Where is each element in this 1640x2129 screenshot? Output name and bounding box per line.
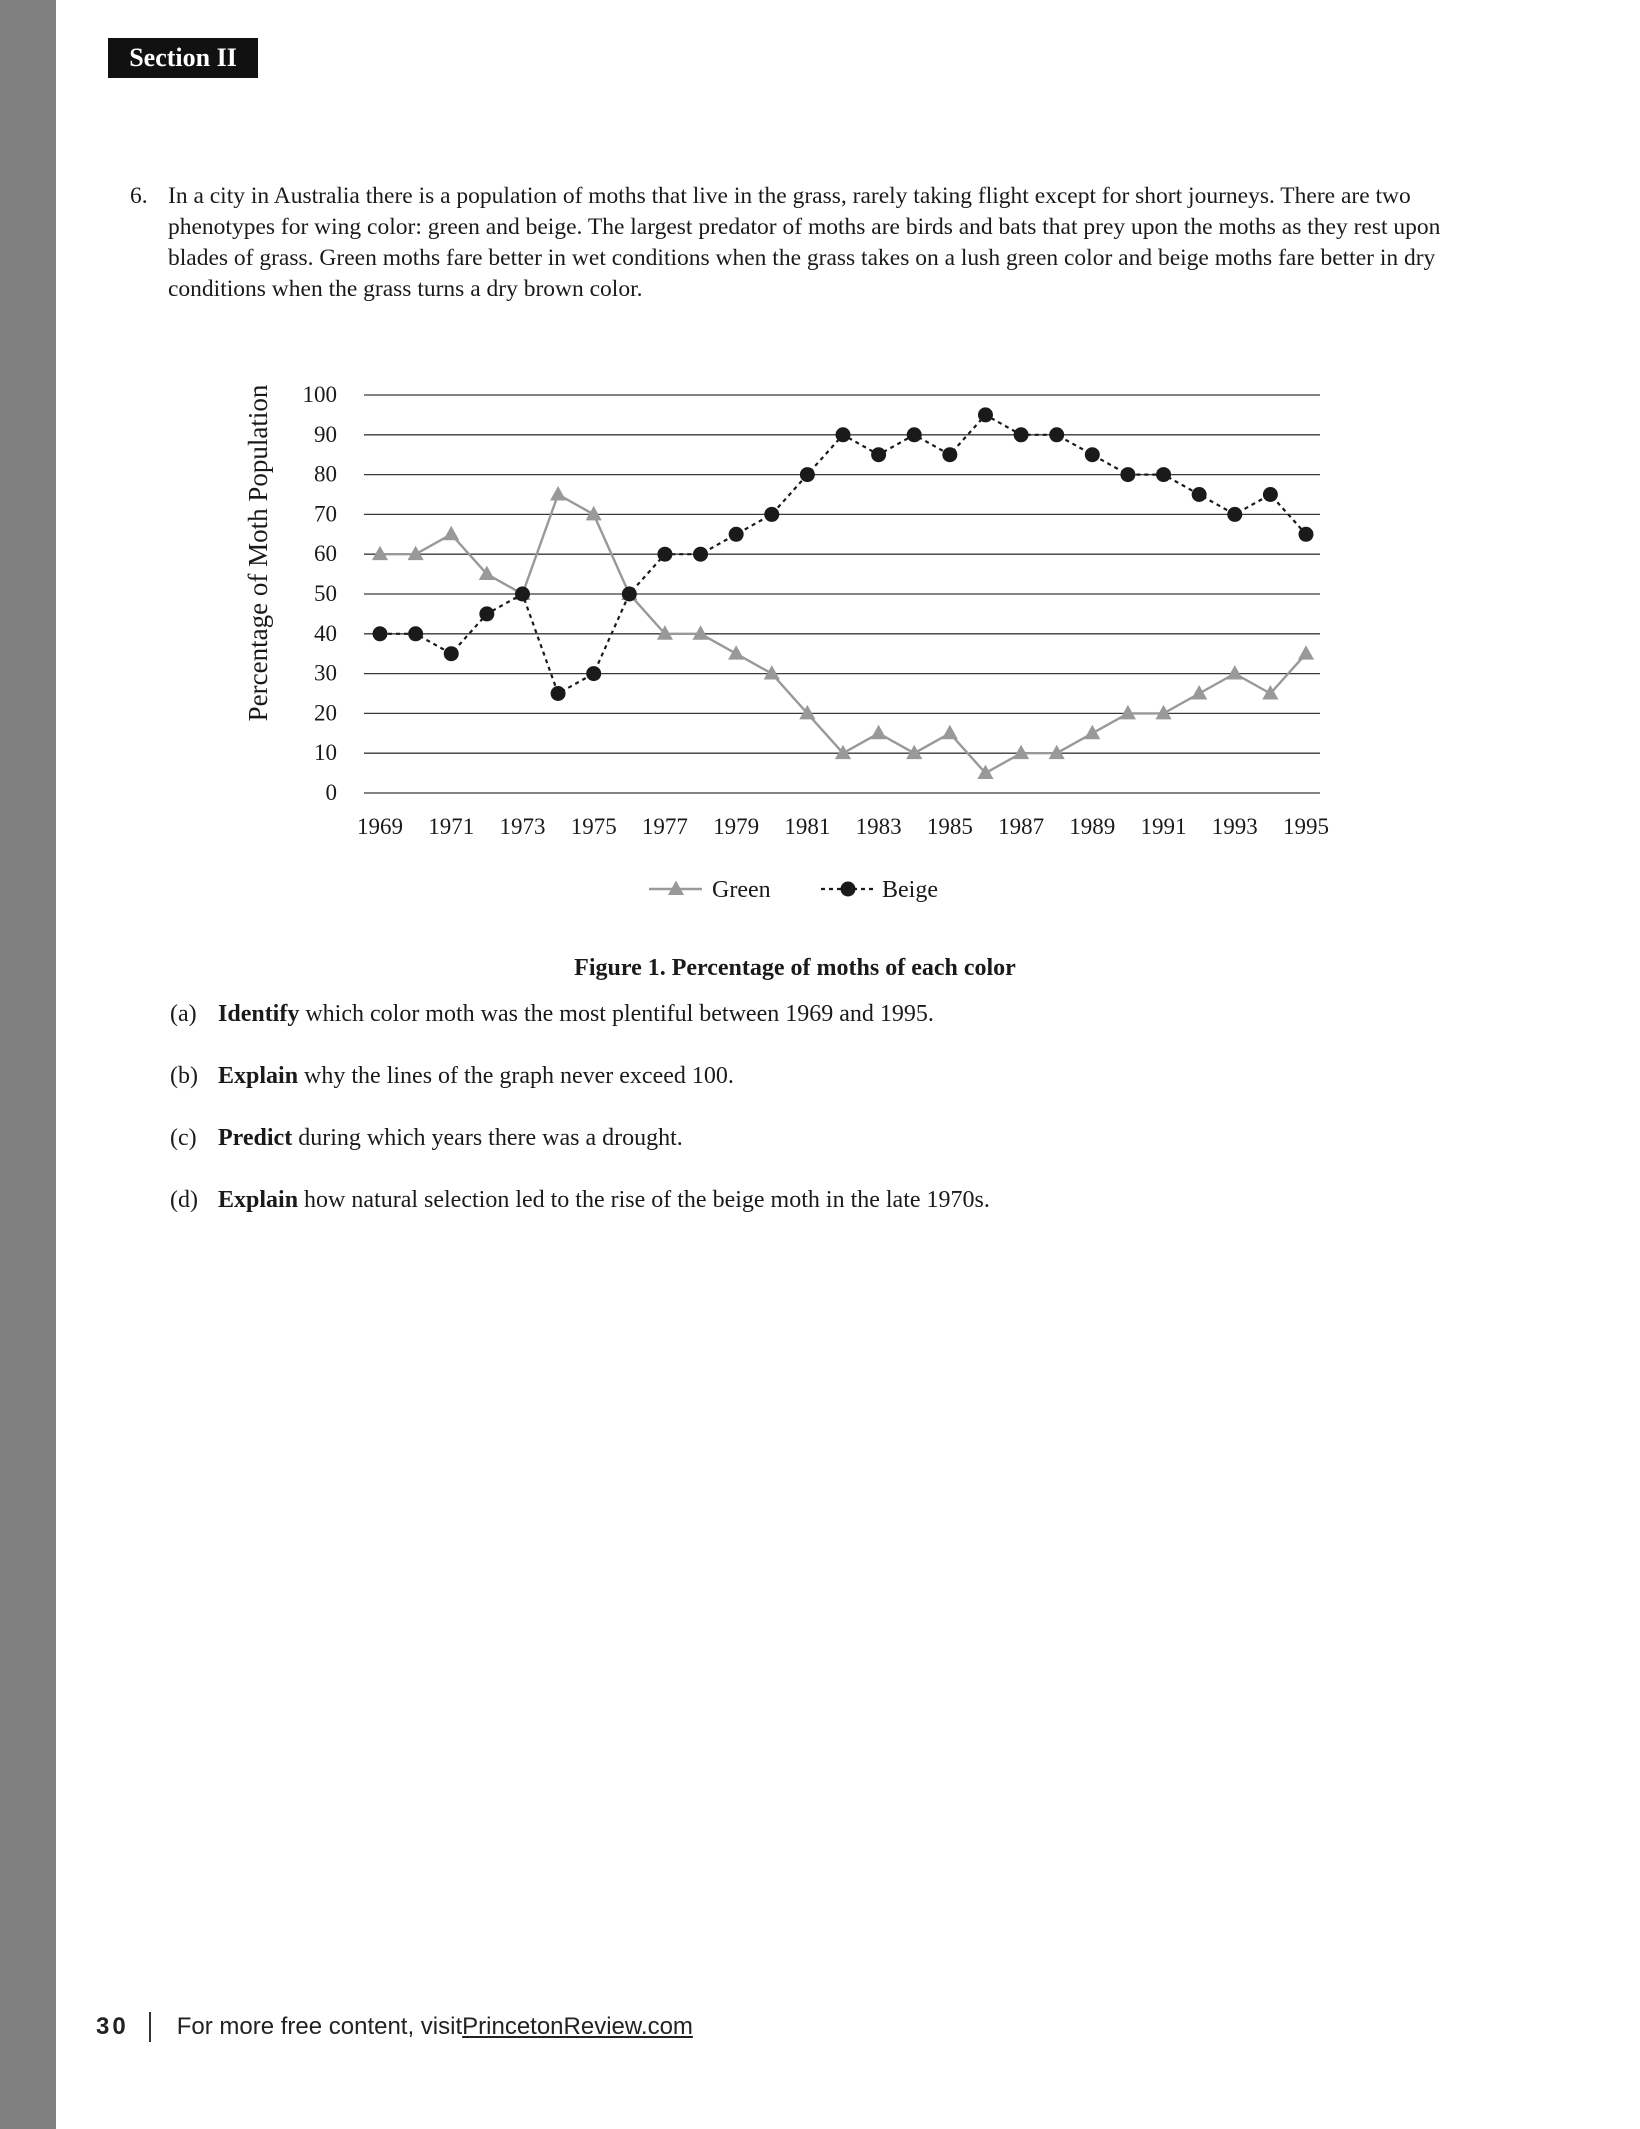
x-tick-label: 1981 [784, 814, 831, 839]
section-label: Section II [108, 38, 258, 78]
green-data-point [408, 546, 424, 560]
x-tick-label: 1983 [855, 814, 902, 839]
x-tick-label: 1987 [998, 814, 1045, 839]
green-data-point [1084, 725, 1100, 739]
legend-green-marker [668, 881, 684, 895]
x-tick-label: 1989 [1069, 814, 1116, 839]
x-tick-label: 1985 [926, 814, 973, 839]
beige-data-point [515, 587, 530, 602]
y-tick-label: 10 [314, 740, 337, 766]
y-tick-label: 70 [314, 501, 337, 527]
green-data-point [550, 486, 566, 500]
beige-data-point [764, 507, 779, 522]
x-tick-label: 1977 [641, 814, 688, 839]
legend-beige-label: Beige [882, 877, 938, 903]
x-tick-label: 1993 [1211, 814, 1258, 839]
chart-legend [649, 877, 938, 903]
question-6 [130, 181, 1480, 305]
beige-data-point [1227, 507, 1242, 522]
sub-question-text: why the lines of the graph never exceed 100. [298, 1063, 734, 1089]
sub-question-verb: Predict [218, 1125, 293, 1151]
sub-question-text: during which years there was a drought. [292, 1125, 683, 1151]
y-axis-ticks [303, 382, 338, 805]
beige-data-point [1085, 447, 1100, 462]
x-tick-label: 1995 [1283, 814, 1329, 839]
legend-beige-marker [841, 882, 856, 897]
page-footer [96, 2012, 693, 2042]
beige-data-point [836, 427, 851, 442]
green-data-point [1155, 705, 1171, 719]
green-data-point [443, 526, 459, 540]
princeton-review-link[interactable]: PrincetonReview.com [462, 2013, 693, 2040]
y-tick-label: 20 [314, 700, 337, 726]
chart-grid [364, 395, 1320, 793]
beige-data-point [1263, 487, 1278, 502]
beige-data-point [622, 587, 637, 602]
beige-data-point [657, 547, 672, 562]
footer-text: For more free content, visit [176, 2013, 463, 2040]
beige-data-point [871, 447, 886, 462]
beige-data-point [729, 527, 744, 542]
beige-data-point [551, 686, 566, 701]
beige-data-point [907, 427, 922, 442]
page-number: 30 [96, 2013, 129, 2040]
beige-data-point [1049, 427, 1064, 442]
green-data-point [764, 665, 780, 679]
y-axis-label: Percentage of Moth Population [243, 384, 273, 722]
y-tick-label: 100 [302, 382, 337, 407]
sub-question-label: (c) [170, 1125, 197, 1151]
green-data-point [906, 745, 922, 759]
sub-question-d [170, 1185, 990, 1215]
y-tick-label: 60 [314, 541, 337, 567]
beige-data-point [1299, 527, 1314, 542]
beige-data-point [408, 626, 423, 641]
sub-question-verb: Explain [218, 1187, 299, 1213]
sub-question-verb: Identify [218, 1001, 300, 1027]
footer-divider [149, 2012, 151, 2042]
green-data-point [1120, 705, 1136, 719]
beige-data-point [1014, 427, 1029, 442]
green-data-point [1013, 745, 1029, 759]
beige-data-point [444, 646, 459, 661]
question-text: In a city in Australia there is a population of moths that live in the grass, rarely taking flight except for short journeys. There are two phenotypes for wing color: green and beige. The largest predator of moths are birds and bats that prey upon the moths as they rest upon blades of grass. Green moths fare better in wet conditions when the grass takes on a lush green color and beige moths fare better in dry conditions when the grass turns a dry brown color. [168, 183, 1441, 302]
sub-question-label: (d) [170, 1187, 198, 1213]
beige-data-point [1192, 487, 1207, 502]
x-axis-ticks [357, 814, 1329, 839]
green-data-point [942, 725, 958, 739]
green-data-point [1298, 645, 1314, 659]
beige-data-point [1120, 467, 1135, 482]
beige-data-point [942, 447, 957, 462]
figure-caption: Figure 1. Percentage of moths of each color [574, 955, 1016, 981]
beige-data-point [693, 547, 708, 562]
green-data-point [1227, 665, 1243, 679]
beige-data-point [586, 666, 601, 681]
sub-question-text: which color moth was the most plentiful between 1969 and 1995. [299, 1001, 934, 1027]
y-tick-label: 40 [314, 620, 337, 646]
green-data-point [692, 625, 708, 639]
sub-question-a [170, 999, 934, 1029]
beige-data-point [479, 606, 494, 621]
green-data-point [586, 506, 602, 520]
legend-green-label: Green [712, 877, 771, 903]
x-tick-label: 1969 [357, 814, 403, 839]
chart-series [372, 407, 1314, 779]
x-tick-label: 1975 [570, 814, 617, 839]
y-tick-label: 50 [314, 581, 337, 606]
question-number: 6. [130, 183, 148, 209]
beige-data-point [373, 626, 388, 641]
x-tick-label: 1991 [1140, 814, 1187, 839]
green-data-point [372, 546, 388, 560]
page-side-bar [0, 0, 56, 2129]
x-tick-label: 1979 [713, 814, 760, 839]
y-tick-label: 90 [314, 421, 337, 447]
green-data-point [1049, 745, 1065, 759]
sub-question-text: how natural selection led to the rise of the beige moth in the late 1970s. [298, 1187, 990, 1213]
moth-population-chart [230, 370, 1360, 920]
beige-data-point [978, 407, 993, 422]
green-data-point [1191, 685, 1207, 699]
green-data-point [871, 725, 887, 739]
x-tick-label: 1973 [499, 814, 546, 839]
sub-question-label: (a) [170, 1001, 197, 1027]
y-tick-label: 30 [314, 660, 337, 686]
x-tick-label: 1971 [428, 814, 475, 839]
y-tick-label: 80 [314, 461, 337, 487]
green-data-point [728, 645, 744, 659]
beige-data-point [800, 467, 815, 482]
y-tick-label: 0 [325, 780, 337, 805]
sub-question-c [170, 1123, 683, 1153]
sub-question-b [170, 1061, 734, 1091]
sub-question-verb: Explain [218, 1063, 299, 1089]
beige-data-point [1156, 467, 1171, 482]
sub-question-label: (b) [170, 1063, 198, 1089]
